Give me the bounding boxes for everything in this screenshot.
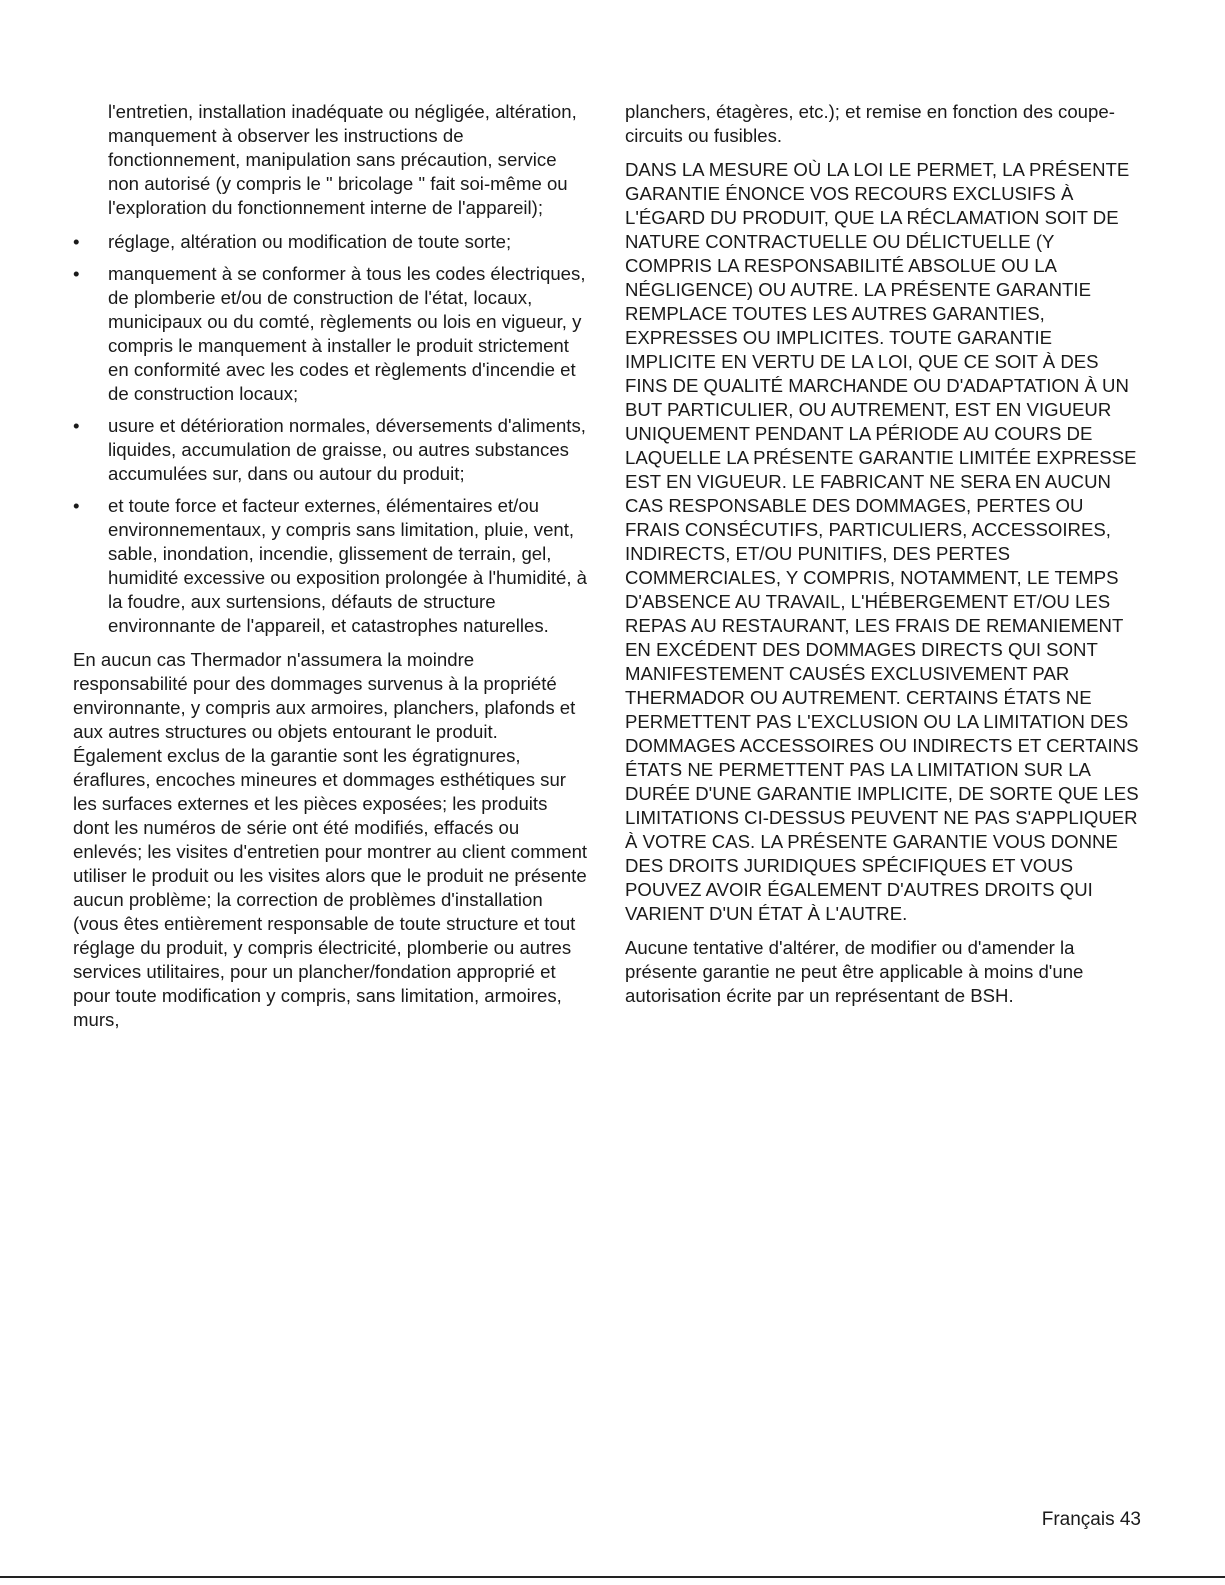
liability-paragraph: En aucun cas Thermador n'assumera la moindre responsabilité pour des dommages survenus à la propriété environnante, y compris aux armoires, planchers, plafonds et aux autres structures ou objets entourant le produit. Également exclus de la garantie sont les égratignures, éraflures, encoches mineures et dommages esthétiques sur les surfaces externes et les pièces exposées; les produits dont les numéros de série ont été modifiés, effacés ou enlevés; les visites d'entretien pour montrer au client comment utiliser le produit ou les visites alors que le produit ne présente aucun problème; la correction de problèmes d'installation (vous êtes entièrement responsable de toute structure et tout réglage du produit, y compris électricité, plomberie ou autres services utilitaires, pour un plancher/fondation approprié et pour toute modification y compris, sans limitation, armoires, murs, — [73, 649, 588, 1030]
list-item — [73, 414, 588, 486]
exclusion-continuation: l'entretien, installation inadéquate ou négligée, altération, manquement à observer les instructions de fonctionnement, manipulation sans précaution, service non autorisé (y compris le " bricolage " fait soi-même ou l'exploration du fonctionnement interne de l'appareil); — [108, 101, 577, 218]
amendment-paragraph: Aucune tentative d'altérer, de modifier ou d'amender la présente garantie ne peut être applicable à moins d'une autorisation écrite par un représentant de BSH. — [625, 937, 1084, 1006]
bottom-divider — [0, 1576, 1225, 1578]
list-item-text: manquement à se conformer à tous les codes électriques, de plomberie et/ou de construction de l'état, locaux, municipaux ou du comté, règlements ou lois en vigueur, y compris le manquement à installer le produit strictement en conformité avec les codes et règlements d'incendie et de construction locaux; — [108, 263, 586, 404]
list-item — [73, 230, 588, 254]
warranty-disclaimer: DANS LA MESURE OÙ LA LOI LE PERMET, LA PRÉSENTE GARANTIE ÉNONCE VOS RECOURS EXCLUSIFS À L'ÉGARD DU PRODUIT, QUE LA RÉCLAMATION SOIT DE NATURE CONTRACTUELLE OU DÉLICTUELLE (Y COMPRIS LA RESPONSABILITÉ ABSOLUE OU LA NÉGLIGENCE) OU AUTRE. LA PRÉSENTE GARANTIE REMPLACE TOUTES LES AUTRES GARANTIES, EXPRESSES OU IMPLICITES. TOUTE GARANTIE IMPLICITE EN VERTU DE LA LOI, QUE CE SOIT À DES FINS DE QUALITÉ MARCHANDE OU D'ADAPTATION À UN BUT PARTICULIER, OU AUTREMENT, EST EN VIGUEUR UNIQUEMENT PENDANT LA PÉRIODE AU COURS DE LAQUELLE LA PRÉSENTE GARANTIE LIMITÉE EXPRESSE EST EN VIGUEUR. LE FABRICANT NE SERA EN AUCUN CAS RESPONSABLE DES DOMMAGES, PERTES OU FRAIS CONSÉCUTIFS, PARTICULIERS, ACCESSOIRES, INDIRECTS, ET/OU PUNITIFS, DES PERTES COMMERCIALES, Y COMPRIS, NOTAMMENT, LE TEMPS D'ABSENCE AU TRAVAIL, L'HÉBERGEMENT ET/OU LES REPAS AU RESTAURANT, LES FRAIS DE REMANIEMENT EN EXCÉDENT DES DOMMAGES DIRECTS QUI SONT MANIFESTEMENT CAUSÉS EXCLUSIVEMENT PAR THERMADOR OU AUTREMENT. CERTAINS ÉTATS NE PERMETTENT PAS L'EXCLUSION OU LA LIMITATION DES DOMMAGES ACCESSOIRES OU INDIRECTS ET CERTAINS ÉTATS NE PERMETTENT PAS LA LIMITATION SUR LA DURÉE D'UNE GARANTIE IMPLICITE, DE SORTE QUE LES LIMITATIONS CI-DESSUS PEUVENT NE PAS S'APPLIQUER À VOTRE CAS. LA PRÉSENTE GARANTIE VOUS DONNE DES DROITS JURIDIQUES SPÉCIFIQUES ET VOUS POUVEZ AVOIR ÉGALEMENT D'AUTRES DROITS QUI VARIENT D'UN ÉTAT À L'AUTRE. — [625, 159, 1139, 924]
list-item-text: usure et détérioration normales, déversements d'aliments, liquides, accumulation de graisse, ou autres substances accumulées sur, dans ou autour du produit; — [108, 415, 586, 484]
list-item-text: réglage, altération ou modification de toute sorte; — [108, 231, 512, 252]
list-item — [73, 494, 588, 638]
list-item — [73, 262, 588, 406]
bullet-icon: • — [73, 495, 80, 516]
bullet-icon: • — [73, 231, 80, 252]
continuation-paragraph: planchers, étagères, etc.); et remise en fonction des coupe-circuits ou fusibles. — [625, 101, 1115, 146]
page-footer: Français 43 — [1041, 1509, 1141, 1530]
bullet-icon: • — [73, 263, 80, 284]
bullet-icon: • — [73, 415, 80, 436]
right-column — [625, 100, 1140, 1018]
left-column — [73, 100, 588, 1042]
list-item-text: et toute force et facteur externes, élémentaires et/ou environnementaux, y compris sans limitation, pluie, vent, sable, inondation, incendie, glissement de terrain, gel, humidité excessive ou exposition prolongée à l'humidité, à la foudre, aux surtensions, défauts de structure environnante de l'appareil, et catastrophes naturelles. — [108, 495, 588, 636]
exclusion-list — [73, 230, 588, 638]
